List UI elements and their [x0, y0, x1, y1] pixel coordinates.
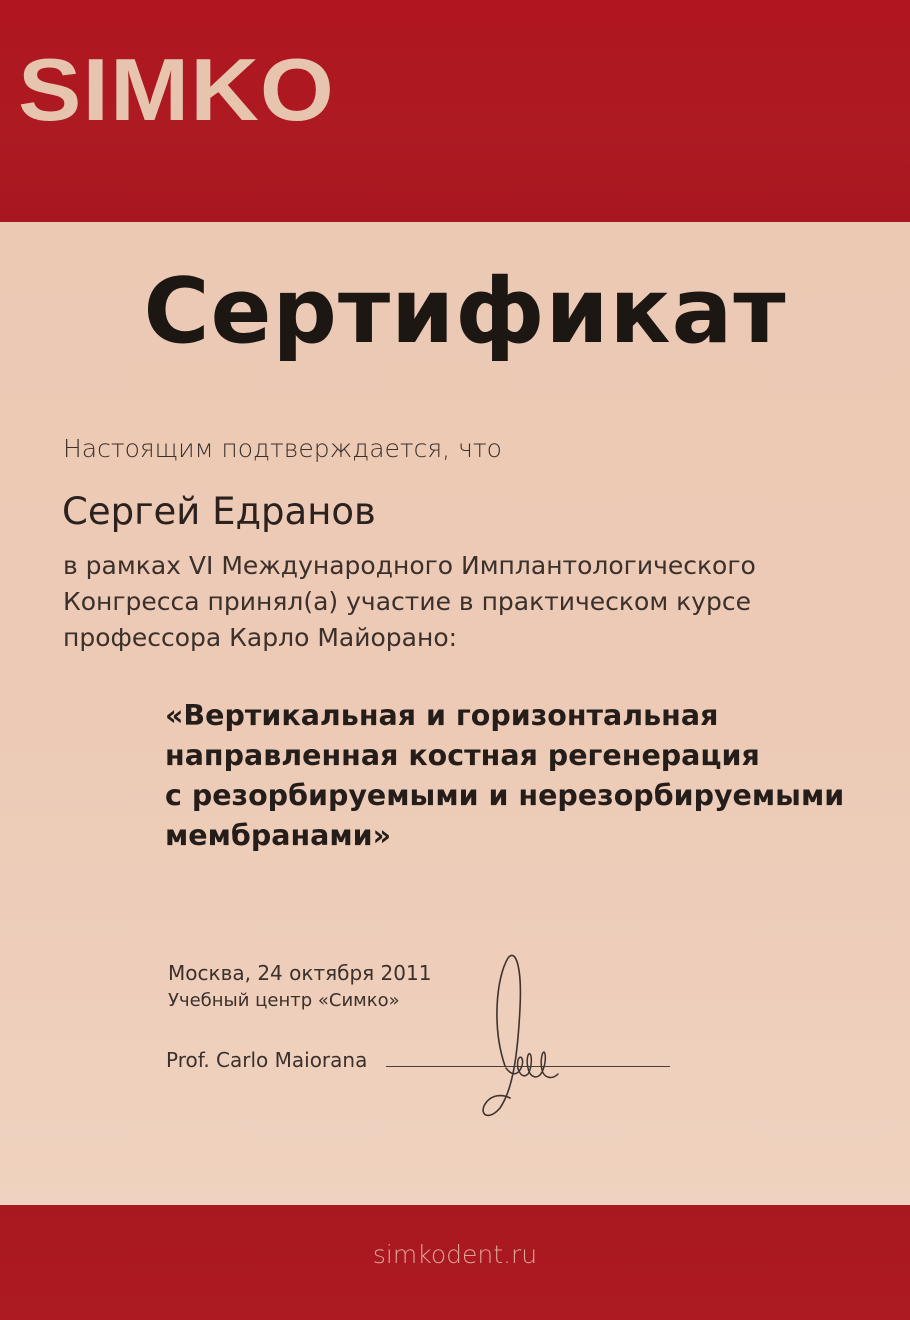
signer-name: Prof. Carlo Maiorana [166, 1048, 368, 1072]
course-title-line: с резорбируемыми и нерезорбируемыми [165, 779, 845, 812]
place-date: Москва, 24 октября 2011 [168, 961, 432, 985]
recipient-name: Сергей Едранов [62, 490, 376, 533]
header-band [0, 0, 910, 222]
handwritten-signature [470, 948, 580, 1123]
participation-line: в рамках VI Международного Имплантологического [63, 551, 756, 580]
simko-logo: SIMKO [18, 40, 335, 139]
course-title-line: мембранами» [165, 819, 392, 852]
course-title-line: направленная костная регенерация [165, 739, 760, 772]
participation-line: профессора Карло Майорано: [63, 623, 458, 652]
training-center: Учебный центр «Симко» [168, 990, 400, 1011]
course-title [165, 696, 885, 856]
course-title-line: «Вертикальная и горизонтальная [165, 699, 719, 732]
participation-line: Конгресса принял(а) участие в практическом курсе [63, 587, 752, 616]
intro-text: Настоящим подтверждается, что [63, 434, 502, 463]
participation-text [63, 548, 823, 656]
website-link: simkodent.ru [372, 1240, 538, 1269]
certificate-title: Сертификат [143, 259, 787, 364]
